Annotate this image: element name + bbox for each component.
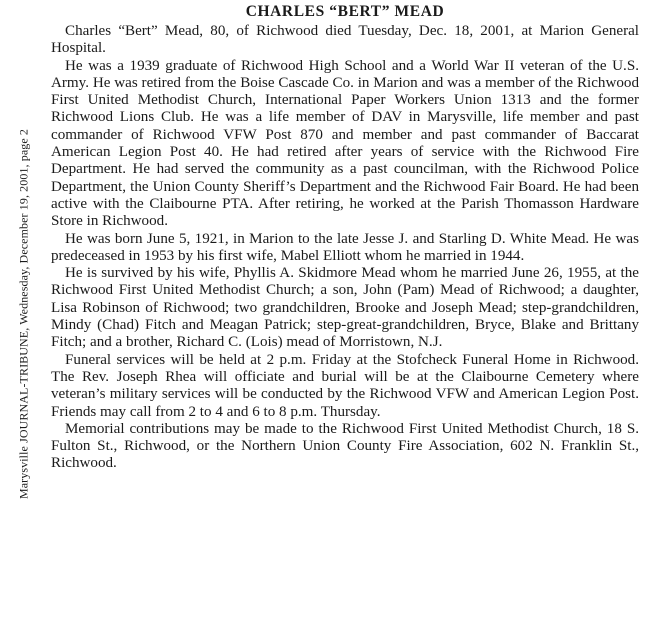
- obituary-article: [51, 2, 639, 473]
- source-citation: Marysville JOURNAL-TRIBUNE, Wednesday, December 19, 2001, page 2: [16, 128, 31, 500]
- paragraph-career: He was a 1939 graduate of Richwood High School and a World War II veteran of the U.S. Army. He was retired from the Boise Cascade Co. in Marion and was a member of the Richwood First United Methodist Church, International Paper Workers Union 1313 and the former Richwood Lions Club. He was a life member of DAV in Marysville, life member and past commander of Richwood VFW Post 870 and member and past commander of Baccarat American Legion Post 40. He had retired after years of service with the Richwood Fire Department. He had served the community as a past councilman, with the Richwood Police Department, the Union County Sheriff’s Department and the Richwood Fair Board. He had been active with the Claibourne PTA. After retiring, he worked at the Parish Thomasson Hardware Store in Richwood.: [51, 57, 639, 230]
- paragraph-memorials: Memorial contributions may be made to the Richwood First United Methodist Church, 18 S. Fulton St., Richwood, or the Northern Union County Fire Association, 602 N. Franklin St., Richwood.: [51, 420, 639, 472]
- source-sidebar: [0, 0, 48, 628]
- paragraph-services: Funeral services will be held at 2 p.m. Friday at the Stofcheck Funeral Home in Richwood. The Rev. Joseph Rhea will officiate and burial will be at the Claibourne Cemetery where veteran’s military services will be conducted by the Richwood VFW and American Legion Post. Friends may call from 2 to 4 and 6 to 8 p.m. Thursday.: [51, 351, 639, 420]
- paragraph-birth: He was born June 5, 1921, in Marion to the late Jesse J. and Starling D. White Mead. He was predeceased in 1953 by his first wife, Mabel Elliott whom he married in 1944.: [51, 230, 639, 264]
- paragraph-survivors: He is survived by his wife, Phyllis A. Skidmore Mead whom he married June 26, 1955, at the Richwood First United Methodist Church; a son, John (Pam) Mead of Richwood; a daughter, Lisa Robinson of Richwood; two grandchildren, Brooke and Joseph Mead; step-grandchildren, Mindy (Chad) Fitch and Meagan Patrick; step-great-grandchildren, Bryce, Blake and Brittany Fitch; and a brother, Richard C. (Lois) mead of Morristown, N.J.: [51, 265, 639, 351]
- paragraph-death-notice: Charles “Bert” Mead, 80, of Richwood died Tuesday, Dec. 18, 2001, at Marion General Hospital.: [51, 23, 639, 57]
- headline: CHARLES “BERT” MEAD: [245, 3, 445, 20]
